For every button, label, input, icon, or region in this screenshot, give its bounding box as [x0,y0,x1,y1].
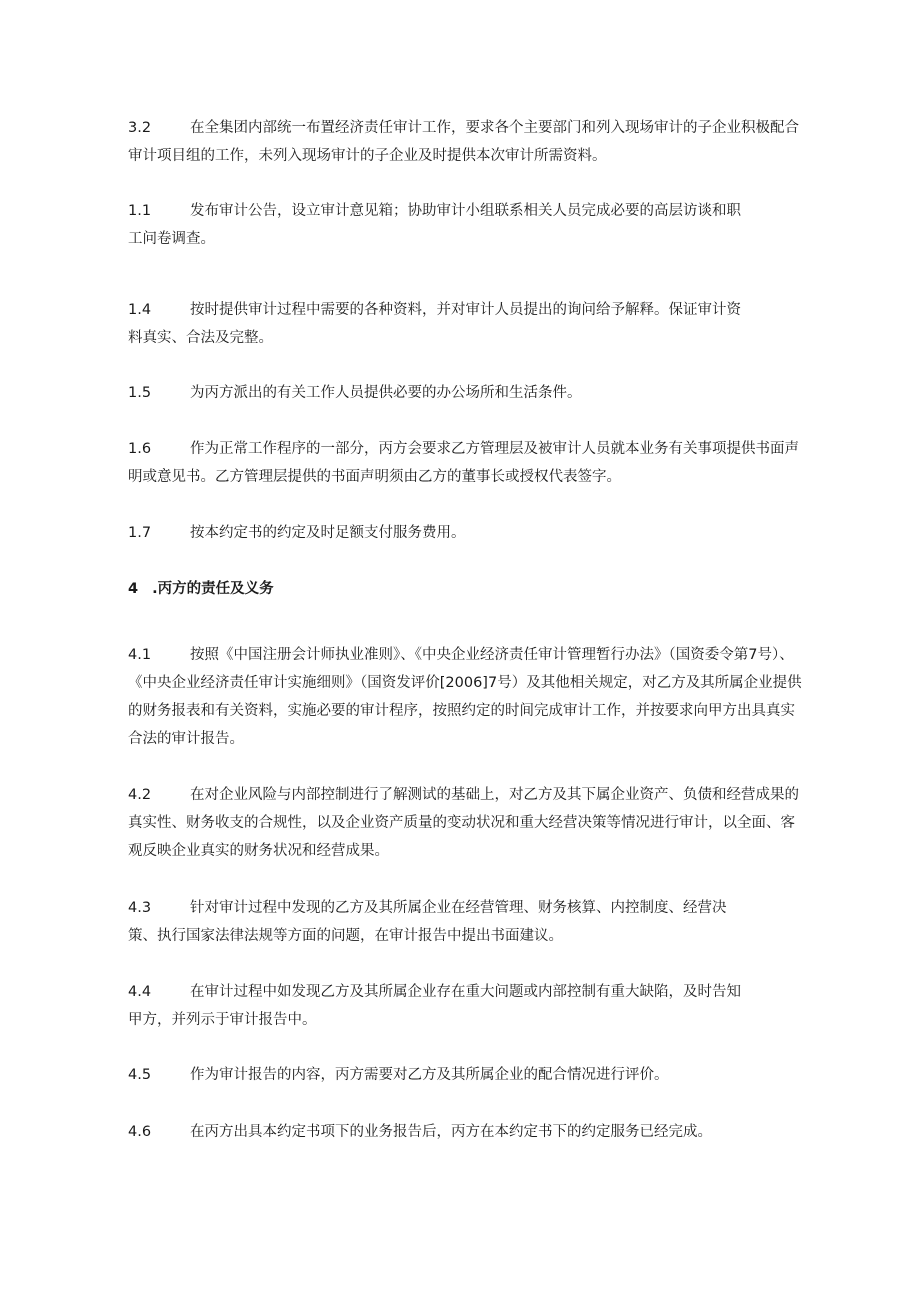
clause-number: 4.5 [128,1067,152,1083]
clause-text: 作为正常工作程序的一部分，丙方会要求乙方管理层及被审计人员就本业务有关事项提供书面声明或意见书。乙方管理层提供的书面声明须由乙方的董事长或授权代表签字。 [128,441,799,485]
clause-text: 在丙方出具本约定书项下的业务报告后，丙方在本约定书下的约定服务已经完成。 [190,1124,712,1140]
clause-4-1 [128,641,808,753]
clause-4-4 [128,978,808,1034]
clause-text: 在对企业风险与内部控制进行了解测试的基础上，对乙方及其下属企业资产、负债和经营成果的真实性、财务收支的合规性，以及企业资产质量的变动状况和重大经营决策等情况进行审计，以全面、客观反映企业真实的财务状况和经营成果。 [128,787,799,859]
clause-number: 1.5 [128,385,152,401]
clause-text: 为丙方派出的有关工作人员提供必要的办公场所和生活条件。 [190,385,582,401]
clause-number: 1.4 [128,302,152,318]
clause-text: 在审计过程中如发现乙方及其所属企业存在重大问题或内部控制有重大缺陷，及时告知甲方，并列示于审计报告中。 [128,984,741,1028]
clause-3-2 [128,114,808,170]
section-heading [128,575,274,603]
clause-4-5 [128,1061,808,1089]
clause-text: 针对审计过程中发现的乙方及其所属企业在经营管理、财务核算、内控制度、经营决策、执行国家法律法规等方面的问题，在审计报告中提出书面建议。 [128,900,727,944]
clause-number: 1.6 [128,441,152,457]
section-title: .丙方的责任及义务 [152,581,274,597]
clause-number: 4.1 [128,647,152,663]
clause-1-1 [128,197,808,253]
clause-number: 4.3 [128,900,152,916]
clause-number: 1.7 [128,525,152,541]
clause-text: 在全集团内部统一布置经济责任审计工作，要求各个主要部门和列入现场审计的子企业积极配合审计项目组的工作，未列入现场审计的子企业及时提供本次审计所需资料。 [128,120,799,164]
clause-number: 4.2 [128,787,152,803]
clause-number: 4.6 [128,1124,152,1140]
clause-1-5 [128,379,808,407]
section-number: 4 [128,581,139,597]
clause-text: 按时提供审计过程中需要的各种资料，并对审计人员提出的询问给予解释。保证审计资料真实、合法及完整。 [128,302,741,346]
clause-text: 按本约定书的约定及时足额支付服务费用。 [190,525,466,541]
clause-4-3 [128,894,808,950]
clause-text: 作为审计报告的内容，丙方需要对乙方及其所属企业的配合情况进行评价。 [190,1067,669,1083]
clause-4-6 [128,1118,808,1146]
clause-number: 1.1 [128,203,152,219]
clause-4-2 [128,781,808,865]
clause-1-7 [128,519,808,547]
clause-number: 4.4 [128,984,152,1000]
clause-number: 3.2 [128,120,152,136]
clause-1-6 [128,435,808,491]
clause-text: 按照《中国注册会计师执业准则》、《中央企业经济责任审计管理暂行办法》（国资委令第7号）、《中央企业经济责任审计实施细则》（国资发评价[2006]7号）及其他相关规定，对乙方及其所属企业提供的财务报表和有关资料，实施必要的审计程序，按照约定的时间完成审计工作，并按要求向甲方出具真实合法的审计报告。 [128,647,802,747]
clause-1-4 [128,296,808,352]
clause-text: 发布审计公告，设立审计意见箱；协助审计小组联系相关人员完成必要的高层访谈和职工问卷调查。 [128,203,741,247]
